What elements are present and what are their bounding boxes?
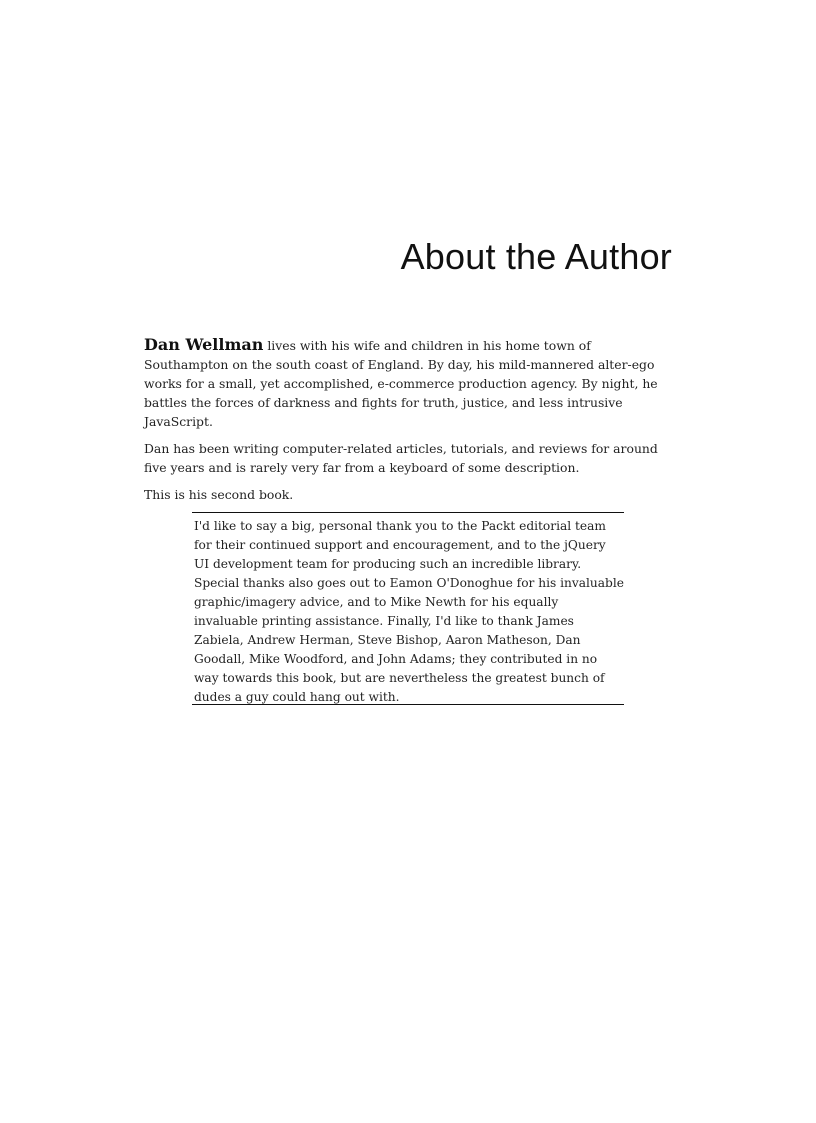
bio-paragraph-2: Dan has been writing computer-related articles, tutorials, and reviews for around five years and is rarely very far from a keyboard of some description.	[144, 441, 658, 475]
page-title: About the Author	[400, 236, 672, 277]
acknowledgement-box	[192, 512, 624, 705]
author-name: Dan Wellman	[144, 335, 264, 354]
author-bio	[144, 335, 672, 512]
bio-paragraph-3: This is his second book.	[144, 487, 294, 502]
acknowledgement-text: I'd like to say a big, personal thank you to the Packt editorial team for their continued support and encouragement, and to the jQuery UI development team for producing such an incredible library. Special thanks also goes out to Eamon O'Donoghue for his invaluable graphic/imagery advice, and to Mike Newth for his equally invaluable printing assistance. Finally, I'd like to thank James Zabiela, Andrew Herman, Steve Bishop, Aaron Matheson, Dan Goodall, Mike Woodford, and John Adams; they contributed in no way towards this book, but are nevertheless the greatest bunch of dudes a guy could hang out with.	[194, 519, 624, 704]
bio-paragraph-1	[144, 335, 672, 431]
bio-paragraph-1-text: lives with his wife and children in his home town of Southampton on the south coast of England. By day, his mild-mannered alter-ego works for a small, yet accomplished, e-commerce production agency. By night, he battles the forces of darkness and fights for truth, justice, and less intrusive JavaScript.	[144, 338, 658, 429]
